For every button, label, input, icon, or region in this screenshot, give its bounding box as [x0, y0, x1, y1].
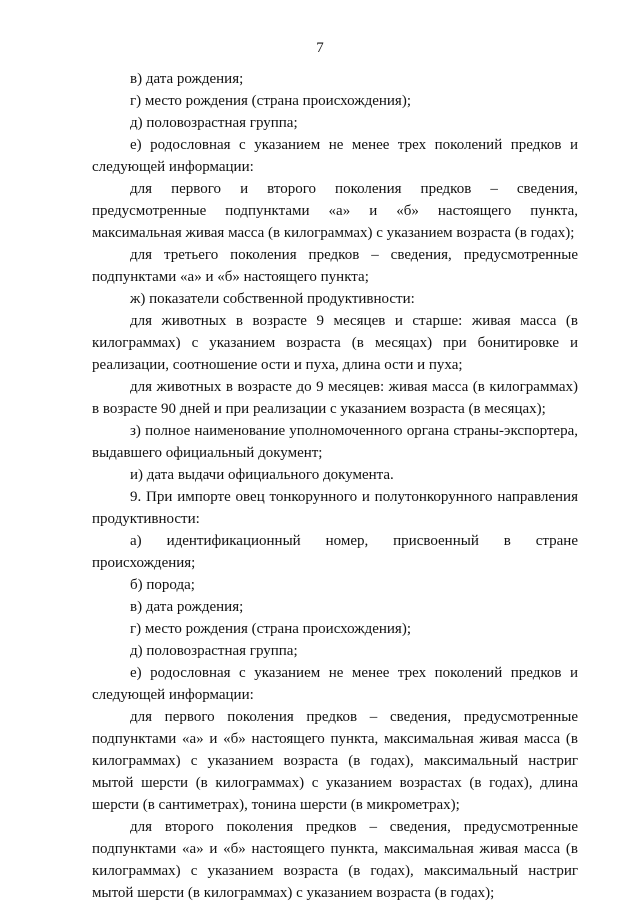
page-number: 7 — [316, 40, 324, 56]
paragraph-e-pedigree: е) родословная с указанием не менее трех поколений предков и следующей информации: — [92, 137, 578, 175]
paragraph-v-birth-date: в) дата рождения; — [130, 71, 244, 87]
paragraph-first-generation-wool: для первого поколения предков – сведения, предусмотренные подпунктами «а» и «б» настоящего пункта, максимальная живая масса (в килограммах) с указанием возраста (в годах), максимальный настриг мытой шерсти (в килограммах) с указанием возрастах (в годах), длина шерсти (в сантиметрах), тонина шерсти (в микрометрах); — [92, 709, 578, 813]
paragraph-b-breed: б) порода; — [130, 577, 195, 593]
paragraph-animals-9-months-plus: для животных в возрасте 9 месяцев и старше: живая масса (в килограммах) с указанием возраста (в месяцах) при бонитировке и реализации, соотношение ости и пуха, длина ости и пуха; — [92, 313, 578, 373]
paragraph-g-birthplace-2: г) место рождения (страна происхождения); — [130, 621, 411, 637]
paragraph-d-sex-age-group-2: д) половозрастная группа; — [130, 643, 298, 659]
paragraph-first-second-generation: для первого и второго поколения предков – сведения, предусмотренные подпунктами «а» и «б» настоящего пункта, максимальная живая масса (в килограммах) с указанием возраста (в годах); — [92, 181, 578, 241]
paragraph-d-sex-age-group: д) половозрастная группа; — [130, 115, 298, 131]
paragraph-third-generation: для третьего поколения предков – сведения, предусмотренные подпунктами «а» и «б» настоящего пункта; — [92, 247, 578, 285]
paragraph-second-generation-wool: для второго поколения предков – сведения, предусмотренные подпунктами «а» и «б» настоящего пункта, максимальная живая масса (в килограммах) с указанием возраста (в годах), максимальный настриг мытой шерсти (в килограммах) с указанием возраста (в годах); — [92, 819, 578, 901]
paragraph-z-authority-name: з) полное наименование уполномоченного органа страны-экспортера, выдавшего официальный документ; — [92, 423, 578, 461]
paragraph-i-issue-date: и) дата выдачи официального документа. — [130, 467, 394, 483]
paragraph-a-id-number: а) идентификационный номер, присвоенный в стране происхождения; — [92, 533, 578, 571]
paragraph-v-birth-date-2: в) дата рождения; — [130, 599, 244, 615]
paragraph-g-birthplace: г) место рождения (страна происхождения); — [130, 93, 411, 109]
paragraph-9-fine-wool-sheep: 9. При импорте овец тонкорунного и полутонкорунного направления продуктивности: — [92, 489, 578, 527]
paragraph-e-pedigree-2: е) родословная с указанием не менее трех поколений предков и следующей информации: — [92, 665, 578, 703]
paragraph-animals-under-9-months: для животных в возрасте до 9 месяцев: живая масса (в килограммах) в возрасте 90 дней и при реализации с указанием возраста (в месяцах); — [92, 379, 578, 417]
paragraph-zh-productivity: ж) показатели собственной продуктивности: — [130, 291, 415, 307]
document-body — [92, 68, 578, 904]
